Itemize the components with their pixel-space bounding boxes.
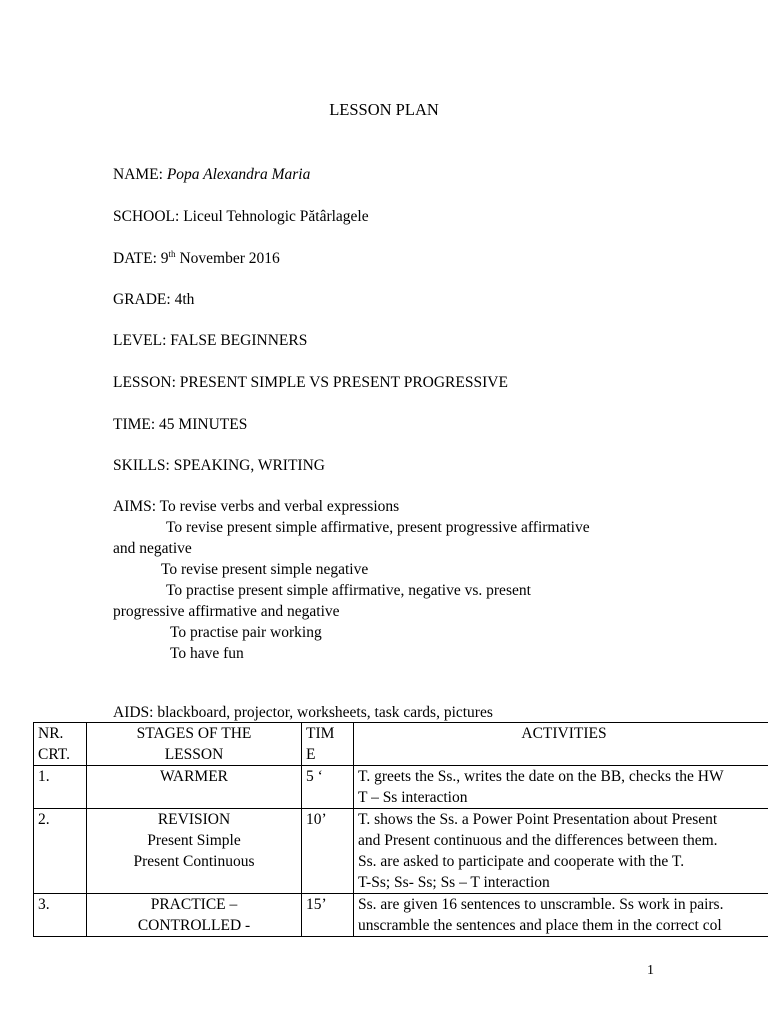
row-activities: Ss. are given 16 sentences to unscramble. Ss work in pairs. unscramble the sentences and place them in the correct col [354,894,768,937]
aims-line: To practise present simple affirmative, negative vs. present [166,582,531,599]
school-field: SCHOOL: Liceul Tehnologic Pătârlagele [113,208,369,225]
lesson-stages-table [33,722,768,937]
name-value: Popa Alexandra Maria [166,166,311,183]
date-label: DATE: 9 [113,250,169,267]
date-rest: November 2016 [175,250,280,267]
aims-line: To practise pair working [170,624,322,641]
page-number: 1 [647,963,654,978]
aims-section [113,496,753,664]
header-time: TIM E [302,723,354,766]
row-nr: 2. [34,809,87,894]
name-label: NAME: [113,166,163,183]
row-time: 15’ [302,894,354,937]
header-nr: NR. CRT. [34,723,87,766]
date-superscript: th [168,249,176,259]
table-row [34,894,768,937]
aims-line: To revise present simple affirmative, present progressive affirmative [166,519,590,536]
skills-field: SKILLS: SPEAKING, WRITING [113,457,325,474]
aims-line: To have fun [170,645,244,662]
header-stages: STAGES OF THE LESSON [87,723,302,766]
row-stage: PRACTICE – CONTROLLED - [87,894,302,937]
row-nr: 3. [34,894,87,937]
header-activities: ACTIVITIES [354,723,768,766]
row-stage: REVISION Present Simple Present Continuous [87,809,302,894]
table-row [34,809,768,894]
document-title: LESSON PLAN [329,100,439,119]
row-nr: 1. [34,766,87,809]
name-field [113,164,310,185]
row-time: 10’ [302,809,354,894]
row-time: 5 ‘ [302,766,354,809]
row-activities: T. shows the Ss. a Power Point Presentation about Present and Present continuous and the differences between them. Ss. are asked to participate and cooperate with the T. T-Ss; Ss- Ss; Ss – T interaction [354,809,768,894]
time-field: TIME: 45 MINUTES [113,416,248,433]
aims-line: To revise present simple negative [161,561,369,578]
aims-line: progressive affirmative and negative [113,603,340,620]
table-row [34,766,768,809]
aids-field: AIDS: blackboard, projector, worksheets, task cards, pictures [113,704,493,721]
level-field: LEVEL: FALSE BEGINNERS [113,332,308,349]
date-field [113,248,280,269]
aims-line: and negative [113,540,192,557]
row-activities: T. greets the Ss., writes the date on the BB, checks the HW T – Ss interaction [354,766,768,809]
table-header-row [34,723,768,766]
row-stage: WARMER [87,766,302,809]
aims-line: AIMS: To revise verbs and verbal expressions [113,498,400,515]
grade-field: GRADE: 4th [113,291,195,308]
lesson-field: LESSON: PRESENT SIMPLE VS PRESENT PROGRESSIVE [113,374,508,391]
